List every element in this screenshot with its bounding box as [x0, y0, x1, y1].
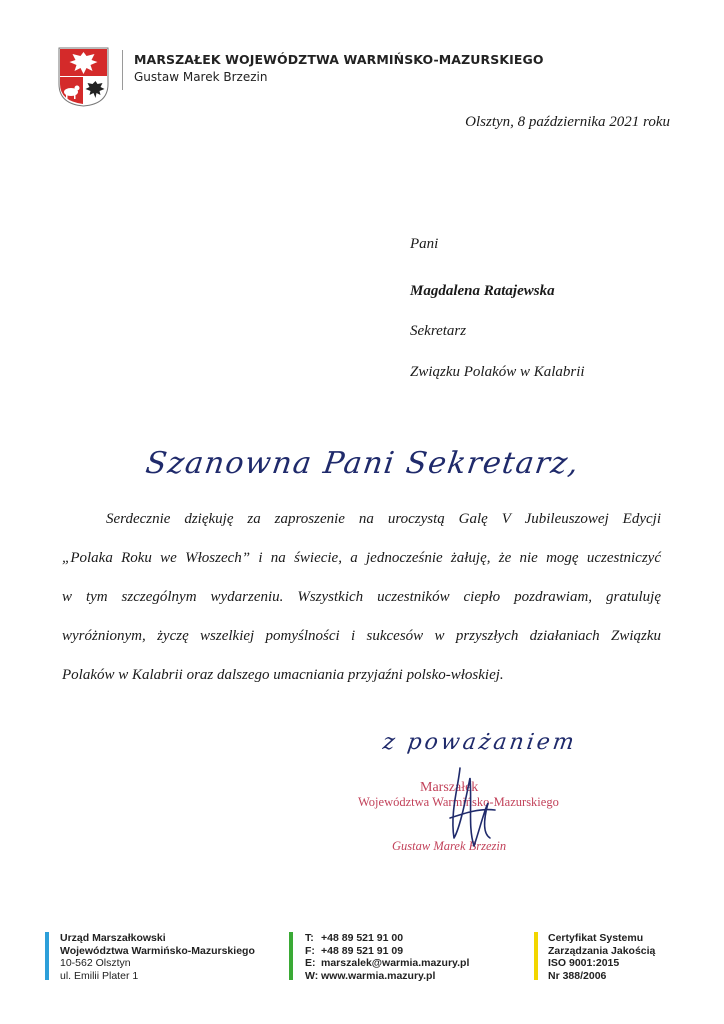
cert-line: Zarządzania Jakością	[548, 944, 656, 957]
office-street: ul. Emilii Plater 1	[60, 969, 139, 982]
stamp-title: Marszałek	[420, 780, 479, 795]
footer-bar-blue	[45, 932, 49, 980]
body-line: w tym szczególnym wydarzeniu. Wszystkich uczestników ciepło pozdrawiam, gratuluję	[62, 589, 661, 605]
cert-line: Certyfikat Systemu	[548, 932, 644, 944]
addressee-name: Magdalena Ratajewska	[410, 283, 555, 299]
email-label: E:	[305, 957, 316, 969]
header-title: MARSZAŁEK WOJEWÓDZTWA WARMIŃSKO-MAZURSKIEGO	[134, 52, 544, 67]
addressee-position: Sekretarz	[410, 323, 467, 339]
footer-certification	[548, 932, 655, 982]
phone-number: +48 89 521 91 00	[321, 932, 404, 944]
letter-body	[62, 500, 661, 695]
contact-email-row	[305, 957, 469, 970]
stamp-subtitle: Województwa Warmińsko-Mazurskiego	[358, 795, 559, 809]
stamp-name: Gustaw Marek Brzezin	[392, 839, 507, 853]
header-divider	[122, 50, 123, 90]
contact-web-row	[305, 970, 469, 983]
fax-label: F:	[305, 944, 315, 957]
handwritten-closing: z poważaniem	[381, 730, 579, 755]
fax-number: +48 89 521 91 09	[321, 944, 404, 957]
footer-bar-yellow	[534, 932, 538, 980]
handwritten-salutation: Szanowna Pani Sekretarz,	[143, 446, 582, 481]
phone-label: T:	[305, 932, 314, 944]
body-line: wyróżnionym, życzę wszelkiej pomyślności i sukcesów w przyszłych działaniach Związku	[62, 628, 661, 644]
email-link[interactable]: marszalek@warmia.mazury.pl	[321, 957, 470, 969]
office-name: Urząd Marszałkowski	[60, 932, 166, 944]
header-name: Gustaw Marek Brzezin	[134, 70, 268, 84]
body-line: „Polaka Roku we Włoszech” i na świecie, a jednocześnie żałuję, że nie mogę uczestniczyć	[62, 550, 661, 566]
office-region: Województwa Warmińsko-Mazurskiego	[60, 944, 255, 957]
cert-line: Nr 388/2006	[548, 969, 607, 982]
body-line: Serdecznie dziękuję za zaproszenie na uroczystą Galę V Jubileuszowej Edycji	[106, 511, 661, 527]
footer-bar-green	[289, 932, 293, 980]
handwritten-signature	[430, 758, 510, 858]
contact-fax-row	[305, 945, 469, 958]
web-label: W:	[305, 969, 319, 982]
letter-date: Olsztyn, 8 października 2021 roku	[465, 114, 670, 130]
contact-phone-row	[305, 932, 469, 945]
website-link[interactable]: www.warmia.mazury.pl	[321, 969, 436, 982]
body-line: Polaków w Kalabrii oraz dalszego umacniania przyjaźni polsko-włoskiej.	[62, 667, 504, 683]
footer-office-address	[60, 932, 255, 982]
regional-coat-of-arms-icon	[57, 46, 110, 108]
addressee-salutation-word: Pani	[410, 236, 439, 252]
cert-line: ISO 9001:2015	[548, 957, 620, 969]
footer-contact	[305, 932, 469, 982]
office-postcode: 10-562 Olsztyn	[60, 957, 131, 969]
addressee-organization: Związku Polaków w Kalabrii	[410, 364, 585, 380]
